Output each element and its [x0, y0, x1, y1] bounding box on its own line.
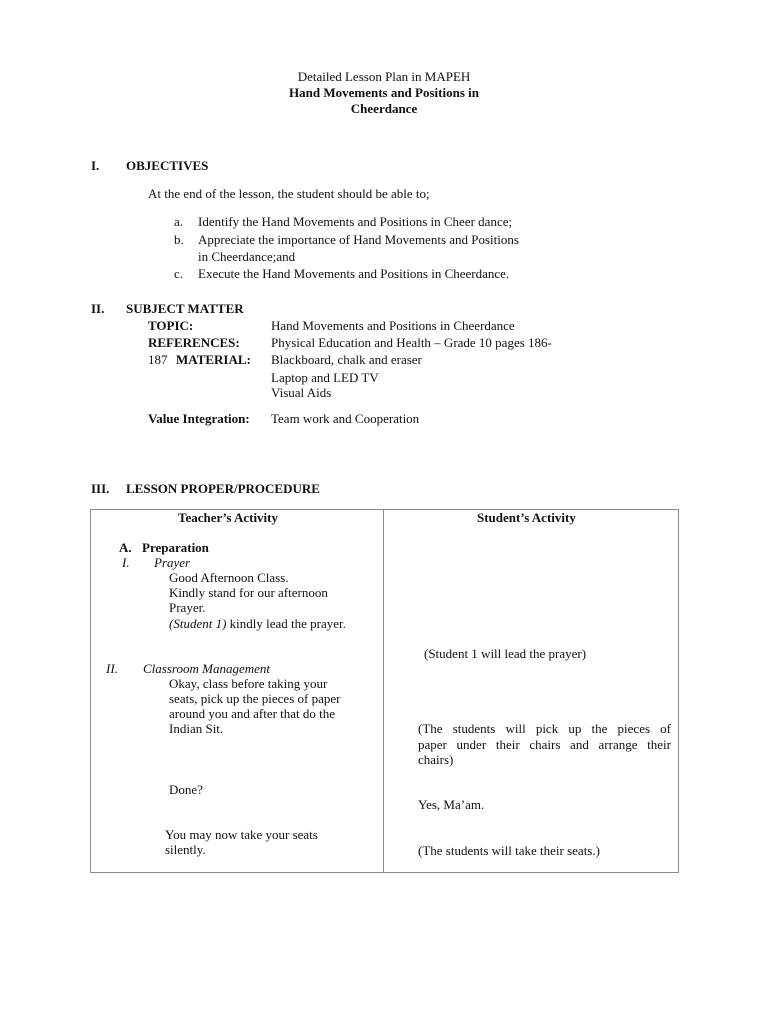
objective-text: Identify the Hand Movements and Positions in Cheer dance;	[198, 214, 513, 229]
take-seats-line: silently.	[165, 842, 206, 857]
classroom-management-line: Okay, class before taking your	[169, 676, 328, 691]
document-subtitle-line2: Cheerdance	[350, 101, 418, 116]
objective-marker: a.	[174, 214, 184, 229]
value-integration-value: Team work and Cooperation	[271, 411, 420, 426]
student-pick-line: chairs)	[418, 752, 454, 767]
classroom-management-line: seats, pick up the pieces of paper	[169, 691, 341, 706]
objectives-intro: At the end of the lesson, the student should be able to;	[148, 186, 430, 201]
classroom-management-marker: II.	[106, 661, 118, 676]
student-pick-line: paper under their chairs and arrange their	[418, 737, 671, 752]
take-seats-line: You may now take your seats	[165, 827, 318, 842]
document-subtitle-line1: Hand Movements and Positions in	[289, 85, 479, 100]
section-heading-procedure: LESSON PROPER/PROCEDURE	[126, 481, 320, 496]
section-numeral-procedure: III.	[91, 481, 110, 496]
material-item: Blackboard, chalk and eraser	[271, 352, 422, 367]
references-value: Physical Education and Health – Grade 10 pages 186-	[271, 335, 552, 350]
topic-label: TOPIC:	[148, 318, 194, 333]
prayer-line: Good Afternoon Class.	[169, 570, 289, 585]
section-heading-subject: SUBJECT MATTER	[126, 301, 244, 316]
student-prayer-response: (Student 1 will lead the prayer)	[424, 646, 587, 661]
student-pick-line: (The students will pick up the pieces of	[418, 721, 671, 736]
material-item: Visual Aids	[271, 385, 332, 400]
prayer-line: Kindly stand for our afternoon	[169, 585, 328, 600]
teacher-activity-header: Teacher’s Activity	[178, 510, 279, 525]
material-item: Laptop and LED TV	[271, 370, 379, 385]
preparation-label: Preparation	[142, 540, 209, 555]
objective-marker: c.	[174, 266, 184, 281]
prayer-lead-line	[169, 616, 346, 631]
objective-text: Execute the Hand Movements and Positions in Cheerdance.	[198, 266, 510, 281]
prayer-marker: I.	[122, 555, 130, 570]
classroom-management-label: Classroom Management	[143, 661, 270, 676]
student-column	[384, 510, 679, 873]
objective-marker: b.	[174, 232, 184, 247]
prayer-line: Prayer.	[169, 600, 206, 615]
references-continuation: 187	[148, 352, 168, 367]
objective-text: Appreciate the importance of Hand Movements and Positions	[198, 232, 519, 247]
done-question: Done?	[169, 782, 203, 797]
references-label: REFERENCES:	[148, 335, 240, 350]
prayer-label: Prayer	[154, 555, 191, 570]
topic-value: Hand Movements and Positions in Cheerdance	[271, 318, 515, 333]
classroom-management-line: around you and after that do the	[169, 706, 336, 721]
material-label: MATERIAL:	[176, 352, 251, 367]
student-seats-response: (The students will take their seats.)	[418, 843, 600, 858]
preparation-marker: A.	[119, 540, 132, 555]
document-title: Detailed Lesson Plan in MAPEH	[297, 69, 471, 84]
student-yes-response: Yes, Ma’am.	[418, 797, 485, 812]
section-heading-objectives: OBJECTIVES	[126, 158, 209, 173]
prayer-lead-text: kindly lead the prayer.	[226, 616, 346, 631]
student-activity-header: Student’s Activity	[477, 510, 576, 525]
classroom-management-line: Indian Sit.	[169, 721, 224, 736]
student-1-reference: (Student 1)	[169, 616, 227, 631]
value-integration-label: Value Integration:	[148, 411, 250, 426]
section-numeral-subject: II.	[91, 301, 105, 316]
objective-text-cont: in Cheerdance;and	[198, 249, 296, 264]
section-numeral-objectives: I.	[91, 158, 100, 173]
